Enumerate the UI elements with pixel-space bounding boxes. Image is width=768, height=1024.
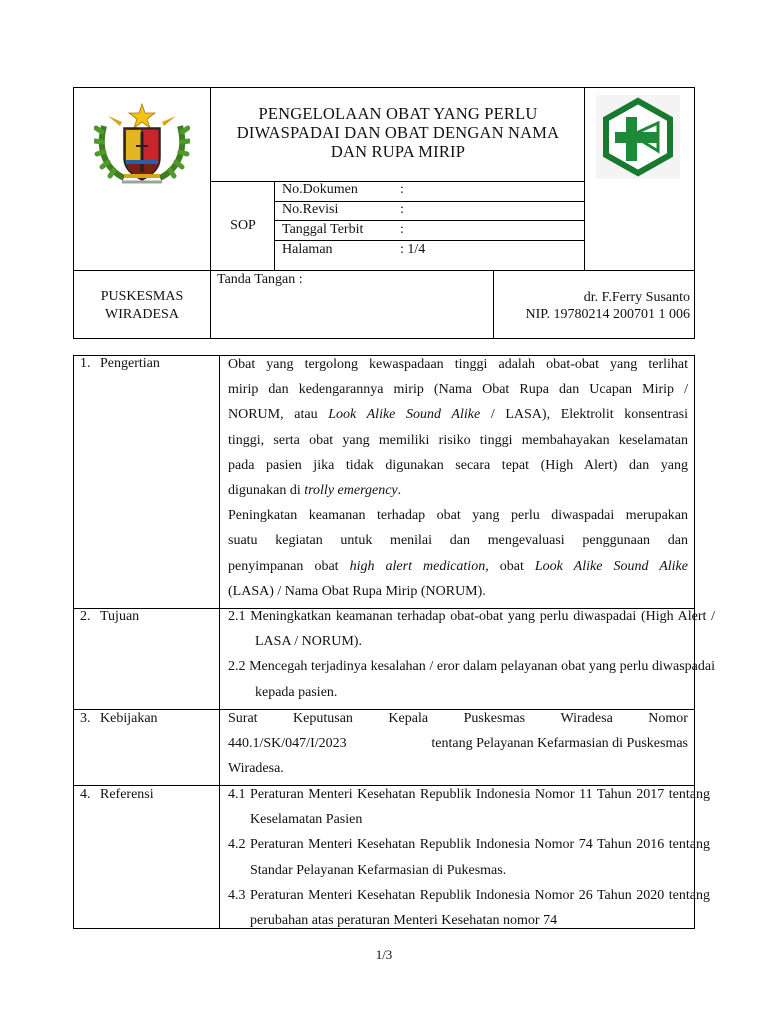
section-title: Tujuan: [100, 609, 140, 624]
divider: [584, 87, 585, 270]
word: Kepala: [388, 711, 429, 726]
doctor-nip: NIP. 19780214 200701 1 006: [525, 307, 690, 322]
section-content-pengertian: [228, 352, 688, 604]
text-line: [228, 554, 688, 579]
decree-number: 440.1/SK/047/I/2023: [228, 736, 347, 752]
title-line: DIWASPADAI DAN OBAT DENGAN NAMA: [236, 123, 560, 142]
text-span: digunakan di: [228, 483, 305, 499]
page-number: 1/3: [375, 947, 393, 962]
section-number: 3.: [80, 711, 91, 726]
text-span: .: [397, 483, 402, 499]
section-label-tujuan: [80, 609, 139, 625]
section-title: Kebijakan: [100, 711, 158, 726]
italic-term: high alert medication: [349, 558, 486, 574]
text-line: mirip dan kedengarannya mirip (Nama Obat Rupa dan Ucapan Mirip /: [228, 382, 688, 398]
list-item: 2.2 Mencegah terjadinya kesalahan / eror dalam pelayanan obat yang perlu diwaspadai kepada pasien.: [228, 659, 715, 700]
divider: [274, 181, 275, 270]
document-title: [212, 104, 584, 161]
signature-label: Tanda Tangan :: [217, 272, 303, 287]
section-content-tujuan: [228, 604, 715, 705]
text-line: [228, 478, 688, 503]
list-item: 4.1 Peraturan Menteri Kesehatan Republik Indonesia Nomor 11 Tahun 2017 tentang Keselamatan Pasien: [228, 787, 710, 828]
text-line: Peningkatan keamanan terhadap obat yang perlu diwaspadai merupakan: [228, 508, 688, 524]
meta-row-issue-date: [282, 220, 404, 240]
section-title: Referensi: [100, 787, 154, 802]
list-item: 2.1 Meningkatkan keamanan terhadap obat-obat yang perlu diwaspadai (High Alert / LASA / NORUM).: [228, 609, 715, 650]
meta-row-page: [282, 240, 425, 260]
text-line: suatu kegiatan untuk menilai dan mengevaluasi penggunaan dan: [228, 533, 688, 549]
word: Keputusan: [293, 711, 353, 726]
meta-label: No.Revisi: [282, 202, 339, 217]
text-span: tentang Pelayanan Kefarmasian di Puskesmas: [431, 736, 688, 752]
list-item: 4.2 Peraturan Menteri Kesehatan Republik Indonesia Nomor 74 Tahun 2016 tentang Standar Pelayanan Kefarmasian di Pukesmas.: [228, 837, 710, 878]
list-item: 4.3 Peraturan Menteri Kesehatan Republik Indonesia Nomor 26 Tahun 2020 tentang perubahan atas peraturan Menteri Kesehatan nomor 74: [228, 887, 710, 929]
meta-label: Tanggal Terbit: [282, 222, 364, 237]
word: Puskesmas: [463, 711, 526, 726]
doctor-name: dr. F.Ferry Susanto: [583, 290, 690, 305]
meta-row-document-number: [282, 180, 404, 200]
doctor-block: [494, 289, 690, 323]
title-line: PENGELOLAAN OBAT YANG PERLU: [258, 104, 538, 123]
puskesmas-line: WIRADESA: [105, 307, 179, 322]
meta-value: :: [400, 182, 404, 197]
text-line: [228, 731, 688, 756]
word: Nomor: [648, 711, 688, 726]
italic-term: trolly emergency: [304, 483, 398, 499]
section-number: 1.: [80, 356, 91, 371]
text-span: / LASA), Elektrolit konsentrasi: [480, 407, 689, 423]
section-label-kebijakan: [80, 711, 158, 727]
meta-value: :: [400, 222, 404, 237]
italic-term: Look Alike Sound Alike: [534, 558, 688, 574]
section-label-pengertian: [80, 356, 160, 372]
meta-row-revision: [282, 200, 404, 220]
section-content-kebijakan: [228, 706, 688, 782]
text-line: [228, 706, 688, 731]
divider: [210, 270, 211, 339]
text-line: (LASA) / Nama Obat Rupa Mirip (NORUM).: [228, 583, 486, 599]
sop-label: SOP: [230, 218, 256, 233]
text-line: Obat yang tergolong kewaspadaan tinggi adalah obat-obat yang terlihat: [228, 357, 688, 372]
puskesmas-name: [74, 288, 210, 324]
text-span: , obat: [485, 558, 535, 574]
divider: [219, 355, 220, 929]
section-title: Pengertian: [100, 356, 160, 371]
puskesmas-line: PUSKESMAS: [100, 289, 184, 304]
meta-label: Halaman: [282, 242, 333, 257]
text-span: penyimpanan obat: [228, 558, 350, 574]
meta-label: No.Dokumen: [282, 182, 358, 197]
section-content-referensi: [228, 782, 710, 933]
section-number: 2.: [80, 609, 91, 624]
divider: [210, 87, 211, 270]
word: Wiradesa: [560, 711, 613, 726]
section-number: 4.: [80, 787, 91, 802]
text-line: Wiradesa.: [228, 761, 284, 777]
title-line: DAN RUPA MIRIP: [330, 142, 466, 161]
meta-value: :: [400, 202, 404, 217]
text-line: [228, 402, 688, 427]
puskesmas-logo: [596, 95, 680, 179]
italic-term: Look Alike Sound Alike: [328, 407, 481, 423]
text-line: pada pasien jika tidak digunakan secara tepat (High Alert) dan yang: [228, 457, 688, 473]
regency-emblem-logo: [94, 102, 190, 186]
divider: [73, 270, 695, 271]
word: Surat: [228, 711, 258, 726]
text-line: tinggi, serta obat yang memiliki risiko tinggi membahayakan keselamatan: [228, 432, 688, 448]
text-span: NORUM, atau: [228, 407, 329, 423]
meta-value: : 1/4: [400, 242, 426, 257]
section-label-referensi: [80, 787, 154, 803]
